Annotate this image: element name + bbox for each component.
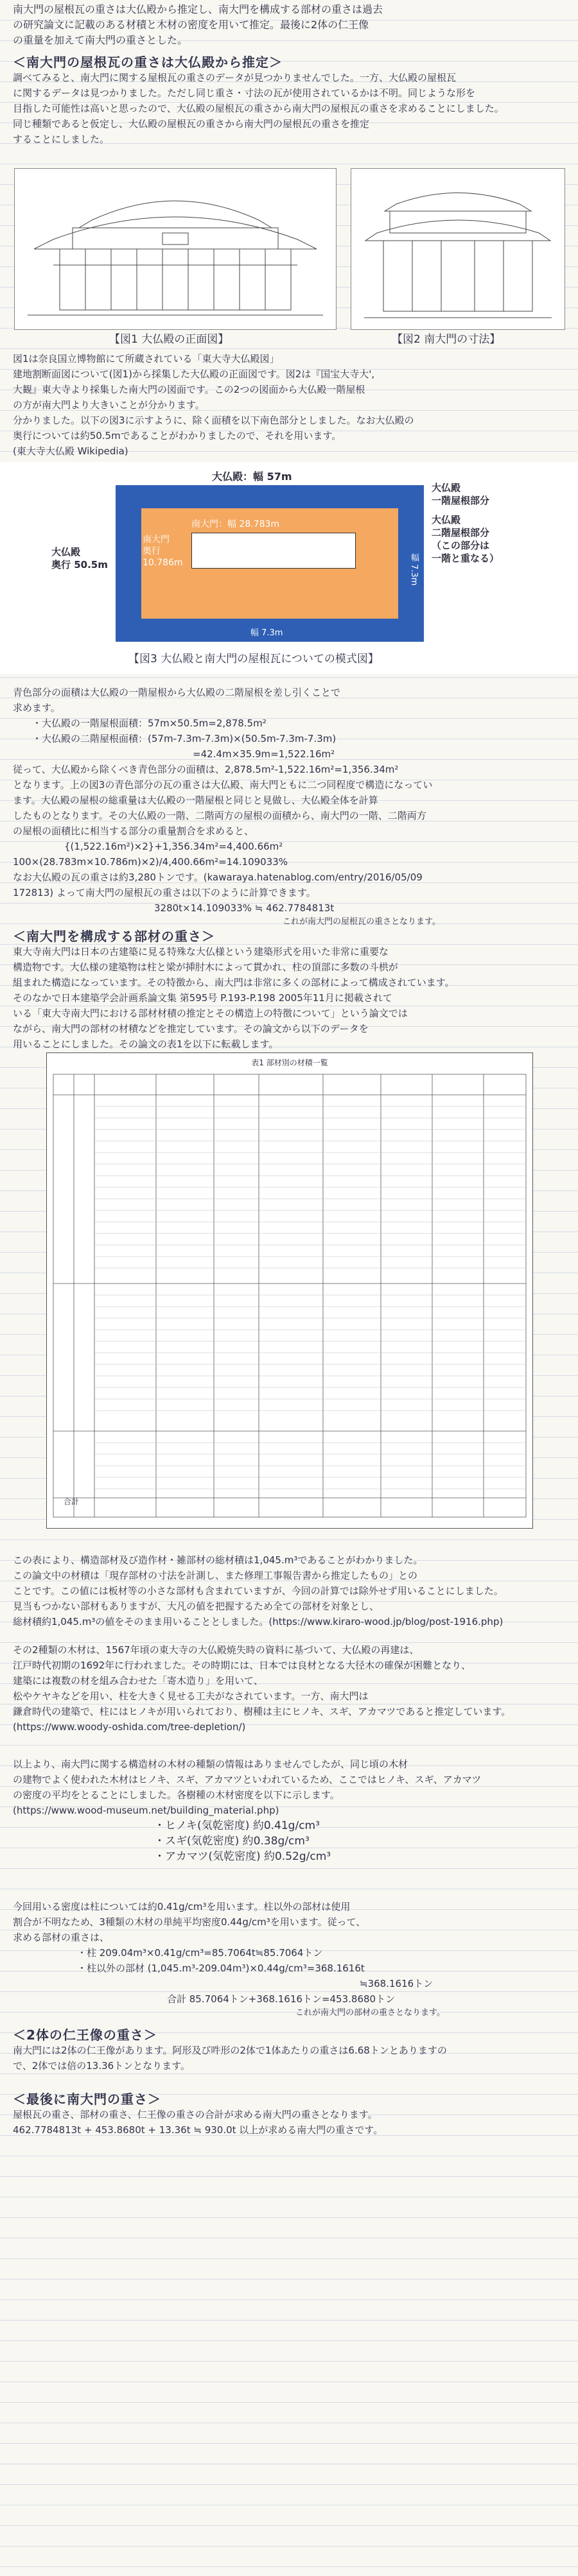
section-line: 南大門には2体の仁王像があります。阿形及び吽形の2体で1体あたりの重さは6.68トンとありますの xyxy=(13,2045,447,2056)
section-line: で、2体では倍の13.36トンとなります。 xyxy=(13,2060,190,2072)
section-line: 用いることにしました。その論文の表1を以下に転載します。 xyxy=(13,1038,279,1050)
section-line: 構造物です。大仏様の建築物は柱と梁が挿肘木によって貫かれ、柱の頂部に多数の斗栱が xyxy=(13,961,398,973)
explain-line: この表により、構造部材及び造作材・雑部材の総材積は1,045.m³であることがわかりました。 xyxy=(13,1554,423,1566)
section-members xyxy=(13,929,565,1052)
desc-line: 建地割断面図について(図1)から採集した大仏殿の正面図です。図2は『国宝大寺大', xyxy=(13,368,375,380)
desc-line: の方が南大門より大きいことが分かります。 xyxy=(13,399,205,411)
calc-line: 青色部分の面積は大仏殿の一階屋根から大仏殿の二階屋根を差し引くことで xyxy=(13,687,341,698)
figure-3-schematic xyxy=(0,462,578,674)
legend-text: 一階屋根部分 xyxy=(432,495,490,506)
wood-species-history xyxy=(13,1643,565,1735)
legend-text: （この部分は xyxy=(432,540,490,551)
legend-text: 大仏殿 xyxy=(432,514,461,526)
calc-line: 100×(28.783m×10.786m)×2)/4,400.66m²=14.109033% xyxy=(13,856,288,868)
calc-line: {(1,522.16m²)×2}+1,356.34m²=4,400.66m² xyxy=(64,841,283,852)
desc-line: 奥行については約50.5mであることがわかりましたので、それを用います。 xyxy=(13,430,342,442)
history-line: 建築には複数の材を組み合わせた「寄木造り」を用いて、 xyxy=(13,1675,263,1687)
nandaimon-depth-value: 10.786m xyxy=(143,558,183,568)
nandaimon-depth-label xyxy=(143,534,183,569)
explain-line: この論文中の材積は「現存部材の寸法を計測し、また修理工事報告書から推定したもの」との xyxy=(13,1570,418,1581)
section-line: 調べてみると、南大門に関する屋根瓦の重さのデータが見つかりませんでした。一方、大仏殿の屋根瓦 xyxy=(13,72,457,83)
intro-line: 南大門の屋根瓦の重さは大仏殿から推定し、南大門を構成する部材の重さは過去 xyxy=(13,3,383,15)
daibutsuden-depth-value: 奥行 50.5m xyxy=(51,559,108,571)
figure-1-daibutsuden-elevation xyxy=(14,168,337,330)
section-title: ＜南大門の屋根瓦の重さは大仏殿から推定＞ xyxy=(13,55,283,70)
density-line: 以上より、南大門に関する構造材の木材の種類の情報はありませんでしたが、同じ頃の木材 xyxy=(13,1758,408,1770)
wood-density-section xyxy=(13,1757,565,1865)
history-line: (https://www.woody-oshida.com/tree-depletion/) xyxy=(13,1721,246,1733)
section-line: 組まれた構造になっています。その特徴から、南大門は非常に多くの部材によって構成されています。 xyxy=(13,977,455,988)
calc-line: ・大仏殿の二階屋根面積：(57m-7.3m-7.3m)×(50.5m-7.3m-7.3m) xyxy=(32,733,337,744)
member-calc-line: 合計 85.7064トン+368.1616トン=453.8680トン xyxy=(167,1993,396,2005)
section-line: することにしました。 xyxy=(13,133,110,145)
calc-line: 求めます。 xyxy=(13,702,60,714)
daibutsuden-name: 大仏殿 xyxy=(51,546,81,558)
density-akamatsu: ・アカマツ(気乾密度) 約0.52g/cm³ xyxy=(154,1850,331,1863)
member-calc-line: これが南大門の部材の重さとなります。 xyxy=(295,2008,445,2018)
table-grid xyxy=(47,1072,532,1521)
second-roof-legend xyxy=(432,513,499,565)
legend-text: 二階屋根部分 xyxy=(432,527,490,538)
nandaimon-depth-word: 奥行 xyxy=(143,546,161,556)
history-line: 江戸時代初期の1692年に行われました。その時期には、日本では良材となる大径木の確保が困難となり、 xyxy=(13,1660,471,1671)
section-line: いる「東大寺南大門における部材材積の推定とその構造上の特徴について」という論文では xyxy=(13,1008,408,1019)
nandaimon-name: 南大門 xyxy=(143,535,170,545)
figure-2-caption: 【図2 南大門の寸法】 xyxy=(392,333,501,346)
roof-calculation xyxy=(13,685,565,929)
member-calc-line: 割合が不明なため、3種類の木材の単純平均密度0.44g/cm³を用います。従って、 xyxy=(13,1916,366,1928)
calc-line: これが南大門の屋根瓦の重さとなります。 xyxy=(283,917,441,927)
calc-line: したものとなります。その大仏殿の一階、二階両方の屋根の面積から、南大門の一階、二階両方 xyxy=(13,810,426,821)
explain-line: ことです。この値には板材等の小さな部材も含まれていますが、今回の計算では除外せず用いることにしました。 xyxy=(13,1585,504,1597)
figure-3-caption: 【図3 大仏殿と南大門の屋根瓦についての模式図】 xyxy=(128,653,379,665)
density-sugi: ・スギ(気乾密度) 約0.38g/cm³ xyxy=(154,1835,310,1848)
calc-line: なお大仏殿の瓦の重さは約3,280トンです。(kawaraya.hatenablog.com/entry/2016/05/09 xyxy=(13,872,423,883)
member-volume-table xyxy=(46,1052,533,1529)
nandaimon-width-label: 南大門：幅 28.783m xyxy=(191,519,280,529)
section-title: ＜南大門を構成する部材の重さ＞ xyxy=(13,929,215,944)
daibutsuden-depth-label xyxy=(51,545,108,571)
figure-2-nandaimon-dimensions xyxy=(351,168,565,330)
density-line: の建物でよく使われた木材はヒノキ、スギ、アカマツといわれているため、ここではヒノキ、スギ、アカマツ xyxy=(13,1774,482,1785)
explain-line: 総材積約1,045.m³の値をそのまま用いることとしました。(https://www.kiraro-wood.jp/blog/post-1916.php) xyxy=(13,1616,504,1627)
section-line: 東大寺南大門は日本の古建築に見る特殊な大仏様という建築形式を用いた非常に重要な xyxy=(13,946,389,957)
section-line: 同じ種類であると仮定し、大仏殿の屋根瓦の重さから南大門の屋根瓦の重さを推定 xyxy=(13,118,370,130)
table-explanation xyxy=(13,1553,565,1630)
fig3-top-label: 大仏殿：幅 57m xyxy=(212,470,292,483)
nandaimon-roof-area xyxy=(191,533,356,569)
section-line: 屋根瓦の重さ、部材の重さ、仁王像の重さの合計が求める南大門の重さとなります。 xyxy=(13,2109,378,2120)
member-calc-line: ≒368.1616トン xyxy=(360,1978,434,1989)
intro-line: の重量を加えて南大門の重さとした。 xyxy=(13,34,188,46)
member-calc-line: 求める部材の重さは、 xyxy=(13,1932,110,1943)
nandaimon-drawing xyxy=(351,169,565,329)
member-weight-calculation xyxy=(13,1900,565,2020)
table-total-label: 合計 xyxy=(64,1497,80,1506)
legend-text: 大仏殿 xyxy=(432,482,461,494)
section-final-weight xyxy=(13,2092,565,2138)
density-line: の密度の平均をとることにしました。各樹種の木材密度を以下に示します。 xyxy=(13,1789,340,1801)
section-roof-tiles xyxy=(13,55,565,148)
section-title: ＜2体の仁王像の重さ＞ xyxy=(13,2027,157,2043)
section-nio-statues xyxy=(13,2028,565,2074)
explain-line: 見当もつかない部材もありますが、大凡の値を把握するため全ての部材を対象とし、 xyxy=(13,1601,380,1612)
member-calc-line: ・柱 209.04m³×0.41g/cm³=85.7064t≒85.7064トン xyxy=(77,1947,323,1959)
member-calc-line: 今回用いる密度は柱については約0.41g/cm³を用います。柱以外の部材は使用 xyxy=(13,1901,351,1912)
density-line: (https://www.wood-museum.net/building_material.php) xyxy=(13,1805,279,1816)
desc-line: 図1は奈良国立博物館にて所蔵されている「東大寺大仏殿図」 xyxy=(13,353,279,365)
section-line: に関するデータは見つかりました。ただし同じ重さ・寸法の瓦が使用されているかは不明。同じような形を xyxy=(13,87,476,99)
desc-line: (東大寺大仏殿 Wikipedia) xyxy=(13,445,128,457)
legend-text: 一階と重なる） xyxy=(432,553,500,564)
history-line: 鎌倉時代の建築で、柱にはヒノキが用いられており、樹種は主にヒノキ、スギ、アカマツであると推定しています。 xyxy=(13,1706,511,1717)
calc-line: 172813) よって南大門の屋根瓦の重さは以下のように計算できます。 xyxy=(13,887,316,898)
calc-line: 従って、大仏殿から除くべき青色部分の面積は、2,878.5m²-1,522.16m²=1,356.34m² xyxy=(13,764,399,775)
side-width-label: 幅 7.3m xyxy=(409,553,419,586)
desc-line: 大観』東大寺より採集した南大門の図面です。この2つの図面から大仏殿一階屋根 xyxy=(13,384,365,395)
calc-line: 3280t×14.109033% ≒ 462.7784813t xyxy=(154,902,335,914)
calc-line: =42.4m×35.9m=1,522.16m² xyxy=(193,748,335,760)
figure-description xyxy=(13,352,565,459)
density-hinoki: ・ヒノキ(気乾密度) 約0.41g/cm³ xyxy=(154,1819,320,1832)
figure-1-caption: 【図1 大仏殿の正面図】 xyxy=(109,333,229,346)
section-line: 目指した可能性は高いと思ったので、大仏殿の屋根瓦の重さから南大門の屋根瓦の重さを求めることにしました。 xyxy=(13,103,504,114)
section-line: 462.7784813t + 453.8680t + 13.36t ≒ 930.0t 以上が求める南大門の重さです。 xyxy=(13,2124,383,2136)
history-line: 松やケヤキなどを用い、柱を大きく見せる工夫がなされています。一方、南大門は xyxy=(13,1690,369,1702)
daibutsuden-drawing xyxy=(15,169,336,329)
daibutsuden-second-roof-area xyxy=(141,508,398,619)
history-line: その2種類の木材は、1567年頃の東大寺の大仏殿焼失時の資料に基づいて、大仏殿の再建は、 xyxy=(13,1644,419,1656)
desc-line: 分かりました。以下の図3に示すように、除く面積を以下南色部分としました。なお大仏殿の xyxy=(13,415,414,426)
section-title: ＜最後に南大門の重さ＞ xyxy=(13,2091,161,2107)
table-title: 表1 部材別の材積一覧 xyxy=(251,1058,328,1067)
member-calc-line: ・柱以外の部材 (1,045.m³-209.04m³)×0.44g/cm³=368.1616t xyxy=(77,1962,365,1974)
calc-line: ます。大仏殿の屋根の総重量は大仏殿の一階屋根と同じと見做し、大仏殿全体を計算 xyxy=(13,794,378,806)
calc-line: の屋根の面積比に相当する部分の重量割合を求めると、 xyxy=(13,825,254,837)
calc-line: ・大仏殿の一階屋根面積：57m×50.5m=2,878.5m² xyxy=(32,717,267,729)
bottom-width-label: 幅 7.3m xyxy=(250,628,283,638)
intro-paragraph xyxy=(13,3,565,49)
section-line: そのなかで日本建築学会計画系論文集 第595号 P.193-P.198 2005年11月に掲載されて xyxy=(13,992,392,1004)
calc-line: となります。上の図3の青色部分の瓦の重さは大仏殿、南大門ともに二つ同程度で構造になってい xyxy=(13,779,433,791)
daibutsuden-first-roof-area xyxy=(116,485,424,642)
intro-line: の研究論文に記載のある材積と木材の密度を用いて推定。最後に2体の仁王像 xyxy=(13,19,369,31)
section-line: ながら、南大門の部材の材積などを推定しています。その論文から以下のデータを xyxy=(13,1023,369,1035)
first-roof-legend xyxy=(432,481,489,507)
